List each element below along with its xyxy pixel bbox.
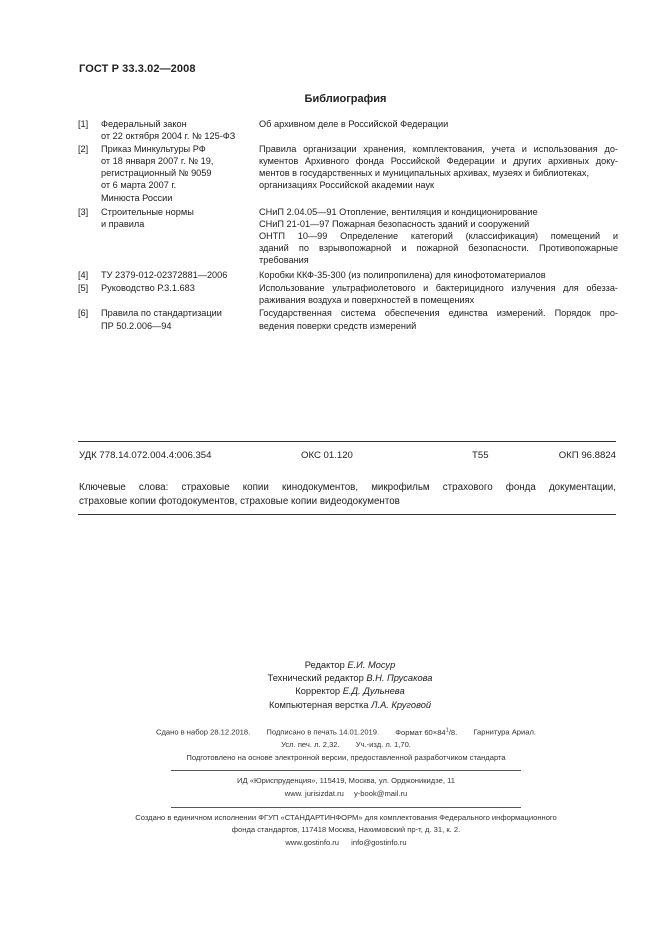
format-info: Формат $60\times 84^1/8$. <box>395 727 458 737</box>
prepared-note: Подготовлено на основе электронной версии, предоставленной разработчиком стандарта <box>186 752 506 762</box>
entry-source-line: ПР 50.2.006—94 <box>101 320 172 331</box>
proofreader-label: Корректор <box>295 686 341 697</box>
publisher-website-link[interactable]: www. jurisizdat.ru <box>284 788 344 798</box>
entry-number: [3] <box>78 206 89 217</box>
publication-sheets: Уч.-изд. л. 1,70. <box>355 740 411 750</box>
bibliography-entry <box>78 118 618 142</box>
publication-divider <box>171 770 521 771</box>
entry-source-line: Строительные нормы <box>101 206 194 217</box>
entry-source-line: регистрационный № 9059 <box>101 168 212 179</box>
print-details-line <box>80 724 612 739</box>
editor-label: Редактор <box>304 660 345 670</box>
gostinfo-contacts <box>80 837 612 850</box>
created-note-line: фонда стандартов, 117418 Москва, Нахимовский пр-т, д. 31, к. 2. <box>231 825 461 835</box>
keywords-line: Ключевые слова: страховые копии кинодокументов, микрофильм страхового фонда документации, <box>79 482 616 493</box>
entry-source <box>101 206 259 266</box>
entry-number: [5] <box>78 283 89 294</box>
entry-description-line: СНиП 21-01—97 Пожарная безопасность зданий и сооружений <box>259 218 530 229</box>
entry-source <box>101 307 259 331</box>
entry-description-line: Государственная система обеспечения единства измерений. Порядок про- <box>259 308 618 319</box>
entry-description-line: ведения поверки средств измерений <box>259 320 417 331</box>
tech-editor-name: В.Н. Прусакова <box>366 673 433 684</box>
submitted-date: Сдано в набор 28.12.2018. <box>155 727 251 737</box>
publication-divider <box>171 807 521 808</box>
entry-description-line: Коробки ККФ-35-300 (из полипропилена) для кинофотоматериалов <box>259 270 546 281</box>
publisher-address: ИД «Юриспруденция», 115419, Москва, ул. Орджоникидзе, 11 <box>237 776 455 786</box>
entry-description <box>259 118 618 142</box>
entry-description <box>259 282 618 306</box>
entry-source-line: Приказ Минкультуры РФ <box>101 144 206 155</box>
sheets-line <box>80 739 612 752</box>
entry-description-line: раживания воздуха и поверхностей в помещениях <box>259 295 475 306</box>
entry-source-line: Правила по стандартизации <box>101 308 222 319</box>
entry-description-line: ОНТП 10—99 Определение категорий (классификация) помещений и <box>259 230 618 241</box>
credits-block <box>200 659 500 712</box>
keywords-line: страховые копии фотодокументов, страховые копии видеодокументов <box>79 495 400 507</box>
udk-code: УДК 778.14.072.004.4:006.354 <box>79 450 212 461</box>
print-sheets: Усл. печ. л. 2,32. <box>281 740 340 750</box>
layout-credit <box>200 699 500 712</box>
entry-description <box>259 206 618 266</box>
bibliography-entry <box>78 206 618 266</box>
entry-source <box>101 143 259 203</box>
entry-source-line: от 18 января 2007 г. № 19, <box>101 156 214 167</box>
signed-date: Подписано в печать 14.01.2019. <box>266 727 380 737</box>
publication-info <box>80 724 612 849</box>
entry-source-line: Минюста России <box>101 192 173 203</box>
keywords-block <box>79 481 616 508</box>
bibliography-title: Библиография <box>304 93 387 105</box>
entry-description <box>259 307 618 331</box>
bibliography-list <box>78 118 618 333</box>
tech-editor-credit <box>200 672 500 685</box>
proofreader-name: Е.Д. Дульнева <box>342 686 405 697</box>
entry-source-line: Федеральный закон <box>101 119 187 129</box>
entry-number: [2] <box>78 144 89 155</box>
divider-line-top <box>78 441 616 442</box>
entry-number: [1] <box>78 119 89 129</box>
layout-label: Компьютерная верстка <box>268 699 369 710</box>
proofreader-credit <box>200 685 500 698</box>
created-note-line: Создано в единичном исполнении ФГУП «СТАНДАРТИНФОРМ» для комплектования Федерального информационного <box>135 812 557 822</box>
entry-description-line: организациях Российской академии наук <box>259 180 435 191</box>
bibliography-entry <box>78 307 618 331</box>
t-code: Т55 <box>472 450 489 461</box>
gostinfo-website-link[interactable]: www.gostinfo.ru <box>285 837 340 847</box>
entry-number: [4] <box>78 270 89 281</box>
entry-description <box>259 143 618 203</box>
classification-row <box>79 450 616 461</box>
bibliography-entry <box>78 143 618 203</box>
document-code-header: ГОСТ Р 33.3.02—2008 <box>79 63 196 75</box>
bibliography-entry <box>78 282 618 306</box>
okp-code: ОКП 96.8824 <box>558 450 616 461</box>
entry-source-line: ТУ 2379-012-02372881—2006 <box>101 270 228 281</box>
editor-name: Е.И. Мосур <box>347 660 396 670</box>
entry-source <box>101 118 259 142</box>
entry-description-line: Об архивном деле в Российской Федерации <box>259 119 449 129</box>
entry-description-line: требования <box>259 255 309 266</box>
entry-source-line: от 6 марта 2007 г. <box>101 180 177 191</box>
entry-description-line: Использование ультрафиолетового и бактерицидного излучения для обезза- <box>259 283 618 294</box>
editor-credit <box>200 659 500 672</box>
gostinfo-email-link[interactable]: info@gostinfo.ru <box>351 837 407 847</box>
tech-editor-label: Технический редактор <box>267 673 364 684</box>
layout-name: Л.А. Круговой <box>371 699 432 710</box>
entry-source-line: и правила <box>101 218 145 229</box>
entry-description-line: зданий по взрывопожарной и пожарной безопасности. Противопожарные <box>259 242 618 253</box>
entry-description-line: СНиП 2.04.05—91 Отопление, вентиляция и кондиционирование <box>259 206 538 217</box>
typeface-info: Гарнитура Ариал. <box>473 727 537 737</box>
entry-description <box>259 269 618 281</box>
entry-source-line: от 22 октября 2004 г. № 125-ФЗ <box>101 131 236 142</box>
entry-description-line: Правила организации хранения, комплектования, учета и использования до- <box>259 144 618 155</box>
bibliography-entry <box>78 269 618 281</box>
entry-source-line: Руководство Р.3.1.683 <box>101 283 195 294</box>
oks-code: ОКС 01.120 <box>301 450 353 461</box>
entry-description-line: кументов Архивного фонда Российской Федерации и других архивных доку- <box>259 156 618 167</box>
entry-description-line: ментов в государственных и муниципальных архивах, музеях и библиотеках, <box>259 168 590 179</box>
divider-line-bottom <box>78 514 616 515</box>
entry-source <box>101 282 259 306</box>
publisher-contacts <box>80 788 612 801</box>
entry-number: [6] <box>78 308 89 319</box>
entry-source <box>101 269 259 281</box>
publisher-email-link[interactable]: y-book@mail.ru <box>353 788 408 798</box>
